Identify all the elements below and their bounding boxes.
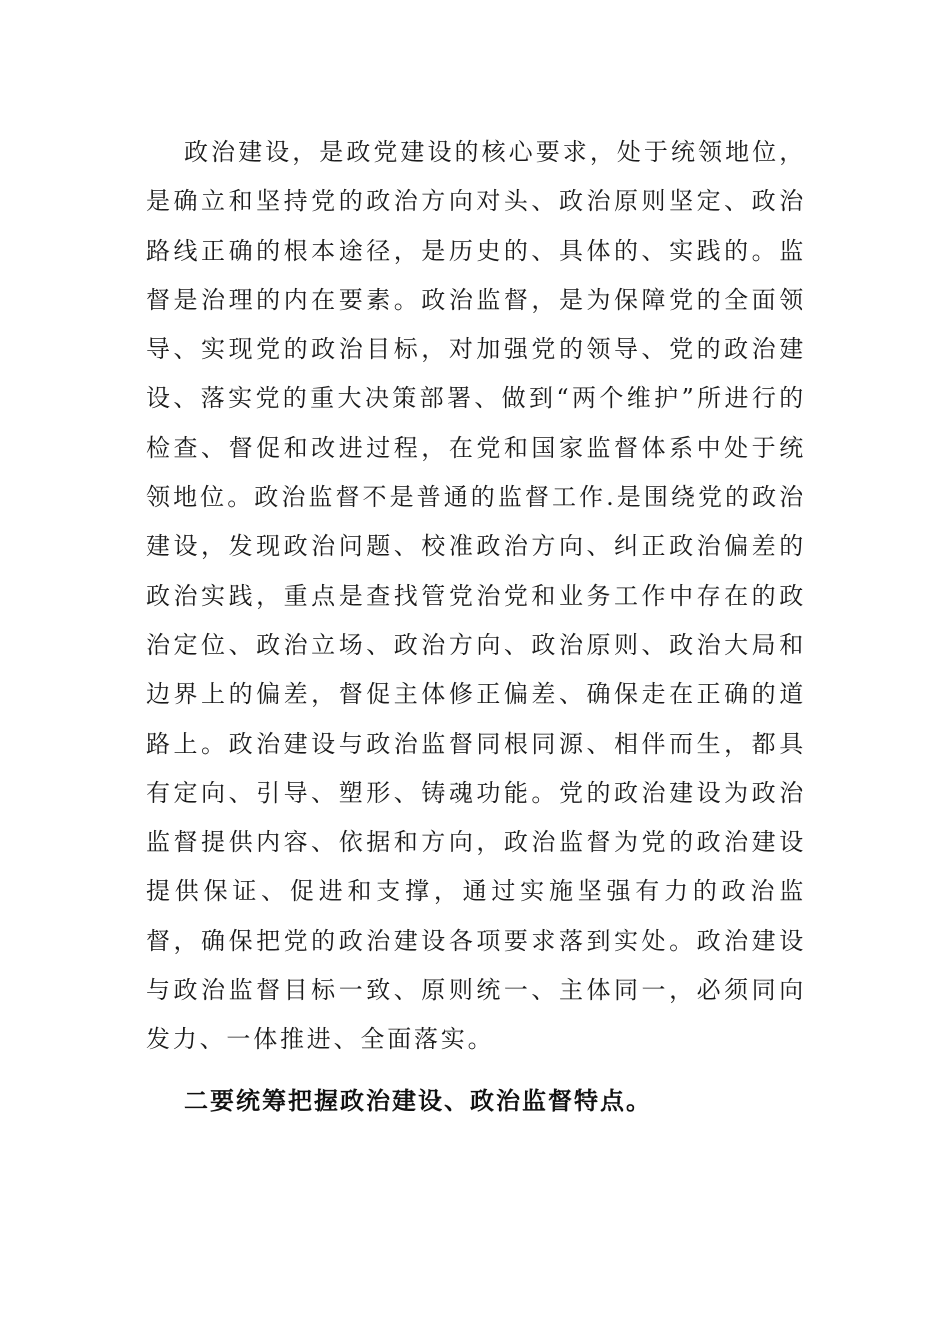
section-heading: 二要统筹把握政治建设、政治监督特点。 <box>184 1086 652 1115</box>
body-paragraph: 政治建设，是政党建设的核心要求，处于统领地位，是确立和坚持党的政治方向对头、政治原则坚定、政治路线正确的根本途径，是历史的、具体的、实践的。监督是治理的内在要素。政治监督，是为保障党的全面领导、实现党的政治目标，对加强党的领导、党的政治建设、落实党的重大决策部署、做到“两个维护”所进行的检查、督促和改进过程，在党和国家监督体系中处于统领地位。政治监督不是普通的监督工作.是围绕党的政治建设，发现政治问题、校准政治方向、纠正政治偏差的政治实践，重点是查找管党治党和业务工作中存在的政治定位、政治立场、政治方向、政治原则、政治大局和边界上的偏差，督促主体修正偏差、确保走在正确的道路上。政治建设与政治监督同根同源、相伴而生，都具有定向、引导、塑形、铸魂功能。党的政治建设为政治监督提供内容、依据和方向，政治监督为党的政治建设提供保证、促进和支撑，通过实施坚强有力的政治监督，确保把党的政治建设各项要求落到实处。政治建设与政治监督目标一致、原则统一、主体同一，必须同向发力、一体推进、全面落实。 <box>146 138 806 1054</box>
document-body <box>146 128 806 1126</box>
